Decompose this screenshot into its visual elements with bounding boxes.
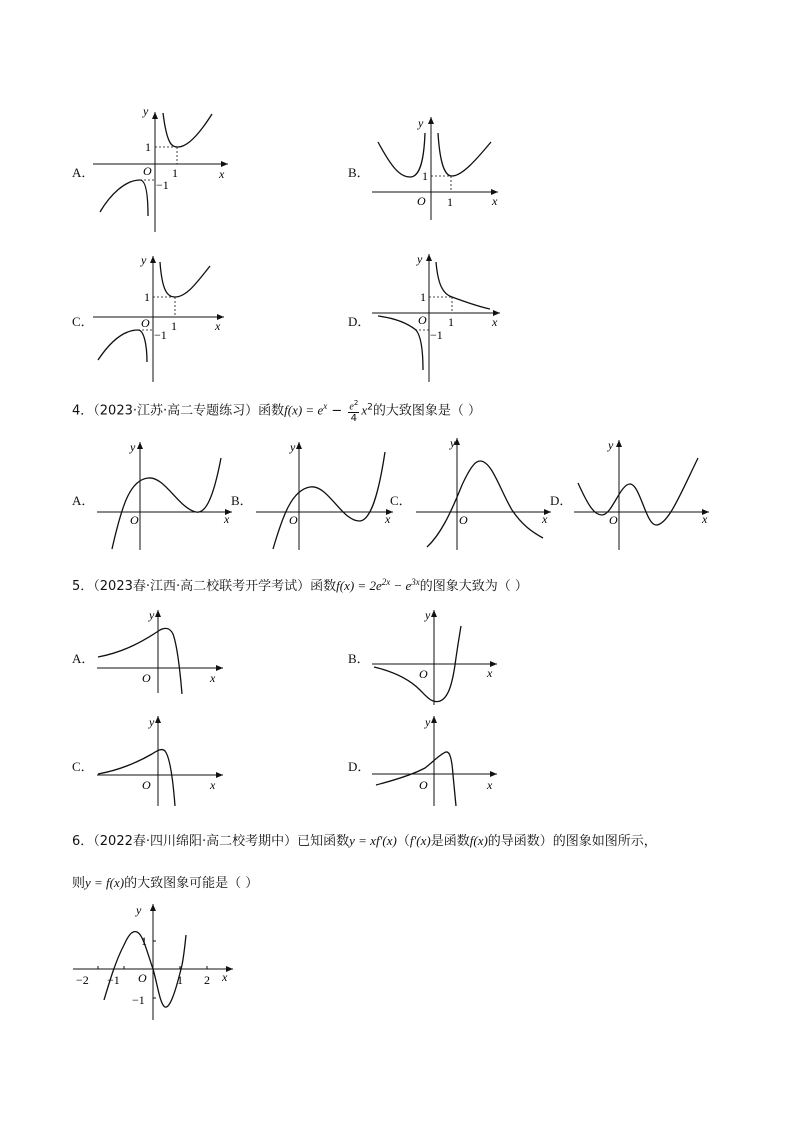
tick-neg-one-x: −1 bbox=[107, 973, 120, 987]
q3-graph-a bbox=[90, 100, 240, 235]
tick-one-x: 1 bbox=[448, 315, 454, 329]
q5-graph-a bbox=[95, 605, 230, 700]
q5-option-a-label: A． bbox=[72, 651, 95, 666]
y-axis-label: y bbox=[425, 715, 431, 729]
tick-one-y: 1 bbox=[422, 169, 428, 183]
x-axis-label: x bbox=[222, 970, 228, 984]
q5-exp2: 3x bbox=[411, 576, 420, 587]
tick-one-y: 1 bbox=[145, 140, 151, 154]
q3-graph-b bbox=[368, 112, 508, 222]
q4-option-a-label: A． bbox=[72, 493, 95, 508]
q6-line1-prefix: 6．（2022春·四川绵阳·高二校考期中）已知函数 bbox=[72, 834, 350, 849]
y-axis-label: y bbox=[417, 252, 423, 266]
q5-graph-c bbox=[95, 712, 230, 809]
q6-derivative-graph bbox=[70, 900, 240, 1025]
q4-graph-b bbox=[252, 438, 397, 553]
q6-line1-func: y = xf′(x) bbox=[349, 833, 397, 848]
y-axis-label: y bbox=[149, 608, 155, 622]
y-axis-label: y bbox=[450, 436, 456, 450]
q3-graph-d bbox=[368, 250, 508, 385]
x-axis-label: x bbox=[487, 778, 493, 792]
x-axis-label: x bbox=[487, 666, 493, 680]
tick-one-x: 1 bbox=[177, 973, 183, 987]
tick-neg-one-y: −1 bbox=[132, 993, 145, 1007]
q6-line2-func: y = f(x) bbox=[85, 875, 125, 890]
q6-line1-deriv: f′(x) bbox=[409, 833, 431, 848]
q4-term-tail-exp: 2 bbox=[367, 402, 373, 413]
origin-label: O bbox=[138, 971, 147, 985]
origin-label: O bbox=[141, 316, 150, 330]
y-axis-label: y bbox=[143, 104, 149, 118]
q6-line1 bbox=[72, 830, 657, 849]
tick-two-x: 2 bbox=[204, 973, 210, 987]
origin-label: O bbox=[419, 778, 428, 792]
q3-option-c-label: C． bbox=[72, 314, 94, 329]
y-axis-label: y bbox=[149, 715, 155, 729]
q4-fraction bbox=[348, 398, 359, 424]
origin-label: O bbox=[419, 667, 428, 681]
q6-line1-paren: （ bbox=[396, 834, 410, 849]
q6-line1-suffix: 的导函数）的图象如图所示， bbox=[487, 834, 657, 849]
q5-suffix: 的图象大致为（ ） bbox=[419, 579, 528, 594]
x-axis-label: x bbox=[210, 671, 216, 685]
x-axis-label: x bbox=[492, 315, 498, 329]
q4-stem bbox=[72, 398, 481, 424]
q6-line1-f: f(x) bbox=[469, 833, 488, 848]
q4-option-c-label: C． bbox=[390, 493, 412, 508]
q4-graph-d bbox=[572, 436, 712, 552]
tick-one-x: 1 bbox=[172, 166, 178, 180]
x-axis-label: x bbox=[702, 512, 708, 526]
q6-line2 bbox=[72, 872, 258, 891]
q5-prefix: 5．（2023春·江西·高二校联考开学考试）函数 bbox=[72, 579, 337, 594]
q3-option-a-label: A． bbox=[72, 165, 95, 180]
origin-label: O bbox=[459, 513, 468, 527]
x-axis-label: x bbox=[215, 319, 221, 333]
y-axis-label: y bbox=[130, 440, 136, 454]
q6-line2-prefix: 则 bbox=[72, 876, 86, 891]
origin-label: O bbox=[289, 513, 298, 527]
q4-frac-num: e bbox=[349, 401, 354, 413]
q4-func-lhs: f(x) = e bbox=[284, 402, 324, 418]
y-axis-label: y bbox=[418, 116, 424, 130]
y-axis-label: y bbox=[425, 608, 431, 622]
tick-neg-one: −1 bbox=[430, 328, 443, 342]
q5-func: f(x) = 2e bbox=[336, 578, 382, 593]
q5-stem bbox=[72, 575, 528, 594]
q4-frac-den: 4 bbox=[350, 413, 358, 425]
y-axis-label: y bbox=[608, 438, 614, 452]
q5-option-b-label: B． bbox=[348, 651, 370, 666]
q4-func-exp: x bbox=[323, 401, 328, 412]
tick-one-y: 1 bbox=[144, 290, 150, 304]
q4-option-d-label: D． bbox=[550, 493, 573, 508]
q4-minus: − bbox=[327, 403, 347, 419]
x-axis-label: x bbox=[385, 512, 391, 526]
x-axis-label: x bbox=[210, 778, 216, 792]
origin-label: O bbox=[143, 164, 152, 178]
q5-graph-d bbox=[368, 712, 503, 809]
x-axis-label: x bbox=[542, 512, 548, 526]
q5-option-c-label: C． bbox=[72, 759, 94, 774]
origin-label: O bbox=[417, 194, 426, 208]
q3-graph-c bbox=[90, 252, 230, 384]
q5-mid: − e bbox=[390, 578, 412, 593]
q6-line1-mid: 是函数 bbox=[430, 834, 470, 849]
q4-frac-num-exp: 2 bbox=[353, 399, 359, 407]
tick-neg-one: −1 bbox=[154, 328, 167, 342]
q5-graph-b bbox=[368, 605, 503, 710]
tick-one-x: 1 bbox=[447, 195, 453, 209]
q3-option-d-label: D． bbox=[348, 314, 371, 329]
q4-suffix: 的大致图象是（ ） bbox=[372, 403, 481, 419]
q3-option-b-label: B． bbox=[348, 165, 370, 180]
origin-label: O bbox=[609, 513, 618, 527]
tick-neg-two-x: −2 bbox=[76, 973, 89, 987]
x-axis-label: x bbox=[219, 167, 225, 181]
q4-option-b-label: B． bbox=[231, 493, 253, 508]
q4-graph-c bbox=[412, 434, 557, 552]
tick-one-x: 1 bbox=[171, 319, 177, 333]
q5-option-d-label: D． bbox=[348, 759, 371, 774]
q5-exp1: 2x bbox=[381, 576, 391, 587]
x-axis-label: x bbox=[492, 194, 498, 208]
tick-one-y: 1 bbox=[420, 290, 426, 304]
tick-neg-one: −1 bbox=[156, 178, 169, 192]
origin-label: O bbox=[130, 513, 139, 527]
y-axis-label: y bbox=[136, 903, 142, 917]
origin-label: O bbox=[142, 671, 151, 685]
x-axis-label: x bbox=[224, 512, 230, 526]
q4-graph-a bbox=[95, 438, 235, 553]
tick-one-y: 1 bbox=[141, 934, 147, 948]
y-axis-label: y bbox=[141, 253, 147, 267]
q6-line2-suffix: 的大致图象可能是（ ） bbox=[124, 876, 259, 891]
q4-prefix: 4．（2023·江苏·高二专题练习）函数 bbox=[72, 403, 285, 419]
origin-label: O bbox=[418, 313, 427, 327]
q4-term-tail: x bbox=[361, 402, 368, 418]
origin-label: O bbox=[142, 778, 151, 792]
y-axis-label: y bbox=[290, 440, 296, 454]
